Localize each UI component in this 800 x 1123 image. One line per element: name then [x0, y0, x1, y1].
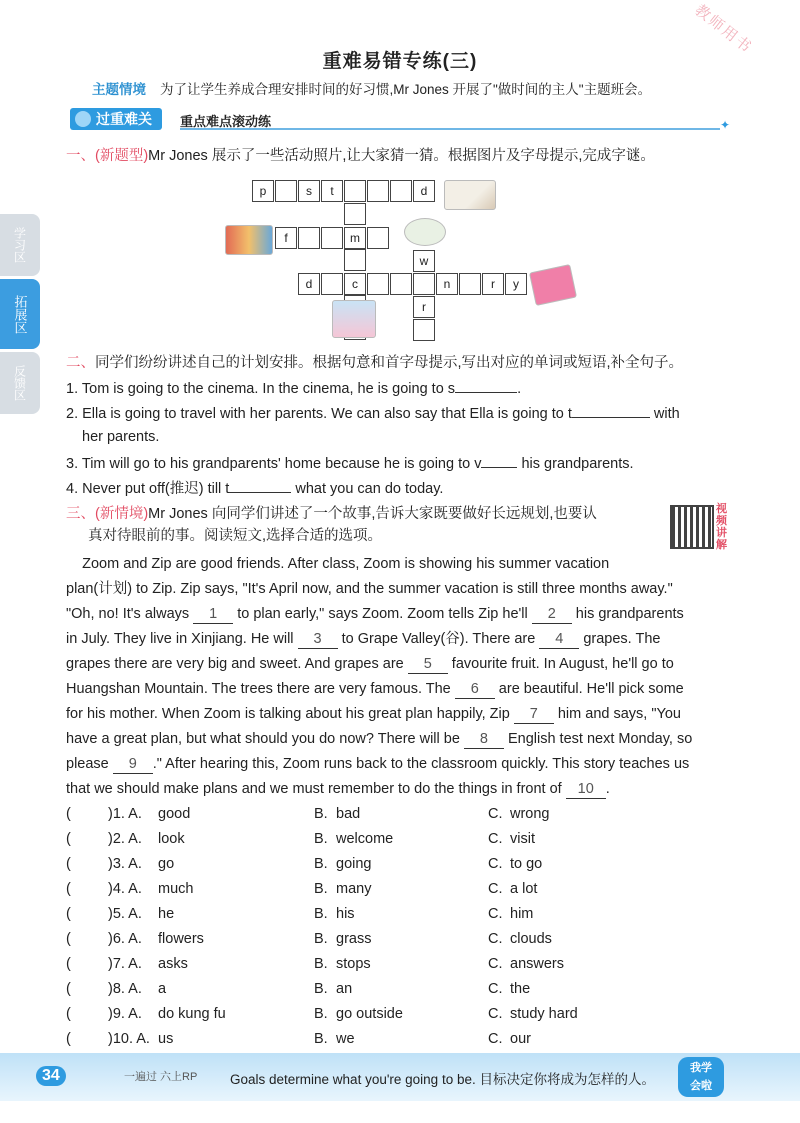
footer	[0, 1053, 800, 1101]
option-b[interactable]: going	[336, 856, 372, 872]
question-number: )10. A.	[108, 1031, 150, 1047]
passage-text: him and says, "You	[553, 706, 681, 722]
passage-text: plan(计划) to Zip. Zip says, "It's April now, and the summer vacation is still three months away."	[66, 581, 673, 597]
option-a[interactable]: look	[158, 831, 185, 847]
passage-text: favourite fruit. In August, he'll go to	[447, 656, 674, 672]
cell[interactable]	[321, 227, 343, 249]
option-c-letter: C.	[488, 831, 503, 847]
option-b-letter: B.	[314, 931, 328, 947]
cell[interactable]	[413, 273, 435, 295]
option-row	[66, 902, 736, 927]
brand-label: 一遍过 六上RP	[124, 1071, 198, 1083]
cell[interactable]	[459, 273, 481, 295]
party-picture	[225, 225, 273, 255]
passage-text: that we should make plans and we must remember to do the things in front of	[66, 781, 566, 797]
cell[interactable]: p	[252, 180, 274, 202]
part1-number: 一、	[66, 148, 95, 164]
theme-line	[92, 78, 651, 98]
numbered-blank[interactable]: 3	[298, 631, 338, 649]
numbered-blank[interactable]: 4	[539, 631, 579, 649]
side-tab-feedback[interactable]: 反馈区	[0, 352, 40, 414]
passage-text: please	[66, 756, 113, 772]
passage-line	[66, 577, 736, 602]
theme-label: 主题情境	[92, 82, 146, 97]
passage-line	[66, 777, 736, 802]
option-b-letter: B.	[314, 856, 328, 872]
option-paren[interactable]: (	[66, 1031, 71, 1047]
option-c-letter: C.	[488, 1006, 503, 1022]
postcard-picture	[444, 180, 496, 210]
part3-instruction-cont: 真对待眼前的事。阅读短文,选择合适的选项。	[88, 528, 383, 544]
option-a[interactable]: go	[158, 856, 175, 872]
question-line: 3. Tim will go to his grandparents' home because he is going to v his grandparents.	[66, 450, 736, 475]
passage-text: ." After hearing this, Zoom runs back to the classroom quickly. This story teaches us	[152, 756, 690, 772]
option-b-letter: B.	[314, 831, 328, 847]
numbered-blank[interactable]: 9	[113, 756, 153, 774]
passage-line	[66, 627, 736, 652]
option-row	[66, 1027, 736, 1052]
part2-items	[66, 375, 736, 500]
qr-code-icon[interactable]	[670, 505, 714, 549]
cell[interactable]	[344, 249, 366, 271]
video-explain-label[interactable]: 视频讲解	[716, 503, 727, 551]
cell[interactable]: s	[298, 180, 320, 202]
dictionary-picture	[529, 264, 577, 306]
question-number: )7. A.	[108, 956, 142, 972]
option-a[interactable]: do kung fu	[158, 1006, 226, 1022]
question-line: 2. Ella is going to travel with her parents. We can also say that Ella is going to t with	[66, 400, 736, 425]
option-b-letter: B.	[314, 881, 328, 897]
option-b[interactable]: go outside	[336, 1006, 403, 1022]
numbered-blank[interactable]: 1	[193, 606, 233, 624]
passage-text: Zoom and Zip are good friends. After class, Zoom is showing his summer vacation	[66, 556, 610, 572]
option-c[interactable]: clouds	[510, 931, 552, 947]
passage-line	[66, 677, 736, 702]
part1-heading	[66, 144, 655, 165]
option-c[interactable]: wrong	[510, 806, 550, 822]
cell[interactable]: y	[505, 273, 527, 295]
option-b[interactable]: his	[336, 906, 355, 922]
part1-instruction: Mr Jones 展示了一些活动照片,让大家猜一猜。根据图片及字母提示,完成字谜。	[148, 148, 655, 164]
numbered-blank[interactable]: 10	[566, 781, 606, 799]
option-b[interactable]: welcome	[336, 831, 394, 847]
cell[interactable]	[275, 180, 297, 202]
passage-text: his grandparents	[571, 606, 684, 622]
question-number: )8. A.	[108, 981, 142, 997]
cell[interactable]	[344, 203, 366, 225]
passage-text: in July. They live in Xinjiang. He will	[66, 631, 298, 647]
option-c[interactable]: the	[510, 981, 531, 997]
part2-number: 二、	[66, 355, 95, 371]
cell[interactable]	[367, 227, 389, 249]
option-a[interactable]: he	[158, 906, 175, 922]
passage-text: to plan early," says Zoom. Zoom tells Zip he'll	[233, 606, 532, 622]
option-row	[66, 952, 736, 977]
option-b-letter: B.	[314, 806, 328, 822]
passage-text: to Grape Valley(谷). There are	[337, 631, 540, 647]
cell[interactable]: d	[298, 273, 320, 295]
passage-line	[66, 702, 736, 727]
question-number: )4. A.	[108, 881, 142, 897]
option-c-letter: C.	[488, 806, 503, 822]
question-line: her parents.	[82, 429, 160, 445]
part3-number: 三、	[66, 506, 95, 522]
option-b-letter: B.	[314, 956, 328, 972]
cell[interactable]: n	[436, 273, 458, 295]
cell[interactable]: c	[344, 273, 366, 295]
passage-text: for his mother. When Zoom is talking about his great plan happily, Zip	[66, 706, 514, 722]
part2-heading	[66, 351, 683, 372]
side-tabs	[0, 214, 40, 417]
part1-tag: (新题型)	[95, 148, 149, 164]
option-a[interactable]: a	[158, 981, 167, 997]
option-c-letter: C.	[488, 956, 503, 972]
option-row	[66, 927, 736, 952]
cell[interactable]	[298, 227, 320, 249]
option-b-letter: B.	[314, 1006, 328, 1022]
cell[interactable]: t	[321, 180, 343, 202]
option-c-letter: C.	[488, 931, 503, 947]
option-c[interactable]: him	[510, 906, 534, 922]
cell[interactable]: w	[413, 250, 435, 272]
passage-line	[66, 552, 736, 577]
option-paren[interactable]: (	[66, 806, 71, 822]
option-b-letter: B.	[314, 906, 328, 922]
question-number: )5. A.	[108, 906, 142, 922]
question-line: 4. Never put off(推迟) till t what you can do today.	[66, 475, 736, 500]
cell[interactable]	[367, 273, 389, 295]
passage-text: Huangshan Mountain. The trees there are very famous. The	[66, 681, 455, 697]
option-a[interactable]: asks	[158, 956, 188, 972]
option-c[interactable]: study hard	[510, 1006, 578, 1022]
option-c-letter: C.	[488, 881, 503, 897]
part2-instruction: 同学们纷纷讲述自己的计划安排。根据句意和首字母提示,写出对应的单词或短语,补全句子。	[95, 355, 684, 371]
library-picture	[332, 300, 376, 338]
option-b-letter: B.	[314, 1031, 328, 1047]
passage-line	[66, 602, 736, 627]
question-line: 1. Tom is going to the cinema. In the cinema, he is going to s .	[66, 375, 736, 400]
numbered-blank[interactable]: 7	[514, 706, 554, 724]
option-c-letter: C.	[488, 1031, 503, 1047]
passage-line	[66, 652, 736, 677]
option-c[interactable]: our	[510, 1031, 531, 1047]
option-c-letter: C.	[488, 856, 503, 872]
cell[interactable]: d	[413, 180, 435, 202]
footer-quote: Goals determine what you're going to be. 目标决定你将成为怎样的人。	[230, 1072, 655, 1087]
option-b[interactable]: stops	[336, 956, 371, 972]
option-a[interactable]: good	[158, 806, 191, 822]
cell[interactable]: r	[413, 296, 435, 318]
part3-tag: (新情境)	[95, 506, 149, 522]
numbered-blank[interactable]: 2	[532, 606, 572, 624]
star-icon: ✦	[719, 118, 730, 132]
cell[interactable]: f	[275, 227, 297, 249]
option-row	[66, 877, 736, 902]
question-number: )3. A.	[108, 856, 142, 872]
passage-text: grapes there are very big and sweet. And grapes are	[66, 656, 408, 672]
answer-blank[interactable]	[229, 475, 291, 493]
option-c[interactable]: answers	[510, 956, 564, 972]
cell[interactable]	[321, 273, 343, 295]
option-paren[interactable]: (	[66, 1006, 71, 1022]
option-b[interactable]: many	[336, 881, 372, 897]
option-a[interactable]: us	[158, 1031, 174, 1047]
passage-text: .	[605, 781, 610, 797]
option-row	[66, 977, 736, 1002]
side-tab-extend[interactable]: 拓展区	[0, 279, 40, 349]
part3-instruction: Mr Jones 向同学们讲述了一个故事,告诉大家既要做好长远规划,也要认	[148, 506, 597, 522]
numbered-blank[interactable]: 8	[464, 731, 504, 749]
cell[interactable]	[344, 180, 366, 202]
option-b[interactable]: grass	[336, 931, 372, 947]
option-c-letter: C.	[488, 906, 503, 922]
option-row	[66, 1002, 736, 1027]
cell[interactable]: m	[344, 227, 366, 249]
passage-line	[66, 727, 736, 752]
passage-text: grapes. The	[579, 631, 661, 647]
option-a[interactable]: flowers	[158, 931, 204, 947]
theme-text: 为了让学生养成合理安排时间的好习惯,Mr Jones 开展了"做时间的主人"主题班会。	[160, 82, 652, 97]
answer-blank[interactable]	[455, 375, 517, 393]
question-number: )2. A.	[108, 831, 142, 847]
question-number: )6. A.	[108, 931, 142, 947]
option-c[interactable]: visit	[510, 831, 535, 847]
section-banner	[62, 108, 730, 130]
option-a[interactable]: much	[158, 881, 194, 897]
option-paren[interactable]: (	[66, 831, 71, 847]
option-c[interactable]: to go	[510, 856, 543, 872]
cell[interactable]	[367, 180, 389, 202]
passage-text: "Oh, no! It's always	[66, 606, 194, 622]
option-row	[66, 852, 736, 877]
option-b[interactable]: bad	[336, 806, 361, 822]
question-number: )1. A.	[108, 806, 142, 822]
option-row	[66, 802, 736, 827]
page-title: 重难易错专练(三)	[322, 51, 478, 72]
option-paren[interactable]: (	[66, 881, 71, 897]
option-paren[interactable]: (	[66, 981, 71, 997]
page-number: 34	[36, 1066, 66, 1086]
passage-line	[66, 752, 736, 777]
option-c-letter: C.	[488, 981, 503, 997]
logo: 我学 会啦	[678, 1057, 724, 1097]
reading-passage	[66, 552, 736, 802]
answer-blank[interactable]	[481, 450, 517, 468]
option-b[interactable]: an	[336, 981, 353, 997]
watermark: 教师用书	[691, 1, 756, 57]
option-paren[interactable]: (	[66, 956, 71, 972]
passage-text: have a great plan, but what should you do now? There will be	[66, 731, 464, 747]
option-b[interactable]: we	[336, 1031, 355, 1047]
cell[interactable]	[413, 319, 435, 341]
numbered-blank[interactable]: 6	[455, 681, 495, 699]
cell[interactable]	[390, 180, 412, 202]
option-b-letter: B.	[314, 981, 328, 997]
side-tab-study[interactable]: 学习区	[0, 214, 40, 276]
cell[interactable]	[390, 273, 412, 295]
option-paren[interactable]: (	[66, 931, 71, 947]
banner-tag: 过重难关	[70, 108, 162, 130]
option-paren[interactable]: (	[66, 906, 71, 922]
numbered-blank[interactable]: 5	[408, 656, 448, 674]
options-list	[66, 802, 736, 1052]
question-number: )9. A.	[108, 1006, 142, 1022]
answer-blank[interactable]	[572, 400, 650, 418]
part3-heading	[66, 503, 656, 547]
option-row	[66, 827, 736, 852]
passage-text: English test next Monday, so	[503, 731, 693, 747]
option-paren[interactable]: (	[66, 856, 71, 872]
option-c[interactable]: a lot	[510, 881, 538, 897]
passage-text: are beautiful. He'll pick some	[494, 681, 684, 697]
book-picture	[404, 218, 446, 246]
banner-subtitle: 重点难点滚动练	[180, 114, 272, 129]
cell[interactable]: r	[482, 273, 504, 295]
